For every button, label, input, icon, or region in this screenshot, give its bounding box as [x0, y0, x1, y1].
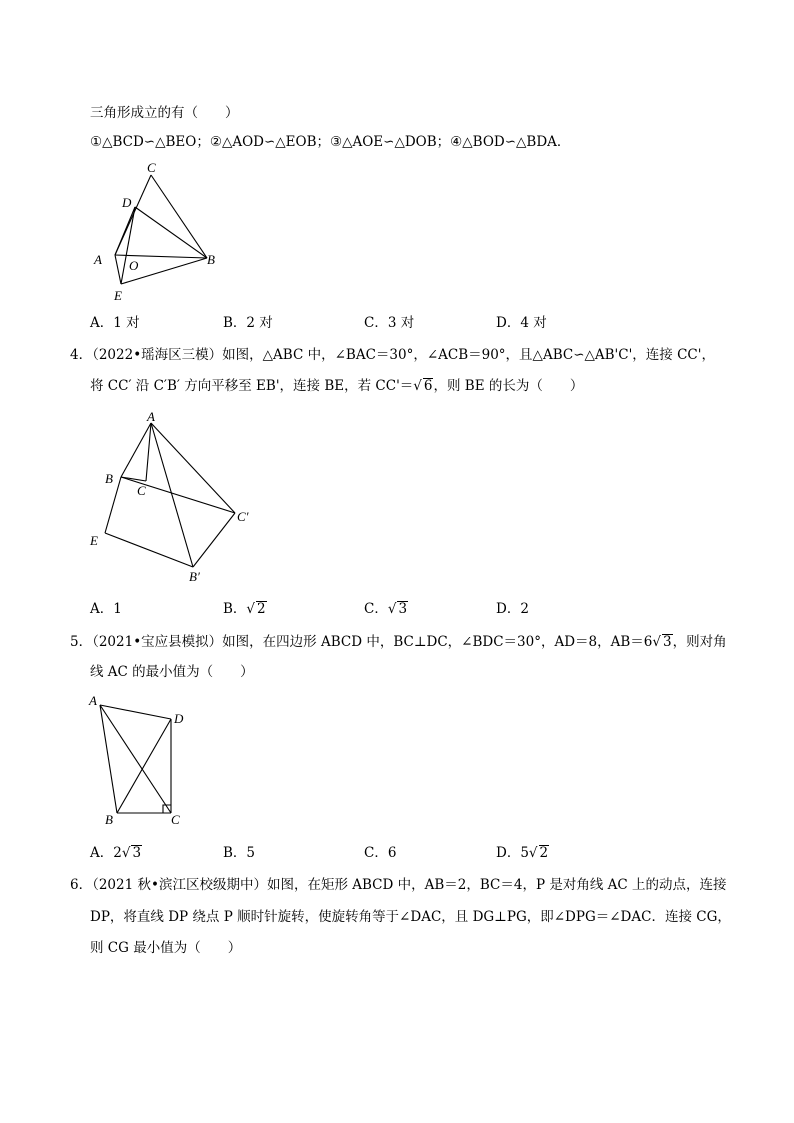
q3-option-b[interactable]: B．2 对 — [223, 315, 273, 331]
q5-option-a[interactable]: A．2√ 3 — [90, 845, 142, 861]
q4-options — [90, 600, 690, 618]
q5-figure — [85, 690, 205, 830]
q4-label-c: C — [137, 483, 146, 498]
q3-label-o: O — [129, 258, 139, 273]
q4-option-c[interactable]: C．√ 3 — [364, 601, 408, 617]
q5-label-a: A — [89, 693, 97, 708]
q3-label-a: A — [94, 252, 102, 267]
q3-label-b: B — [207, 252, 215, 267]
q6-stem-line2: DP，将直线 DP 绕点 P 顺时针旋转，使旋转角等于∠DAC，且 DG⊥PG，即∠DPG＝∠DAC．连接 CG， — [90, 909, 731, 925]
q3-figure — [85, 158, 235, 308]
q4-sqrt-sign: √ — [413, 378, 422, 394]
q4-label-e: E — [90, 533, 98, 548]
q5-stem-line2: 线 AC 的最小值为（ ） — [90, 664, 254, 680]
q6-stem-line1: 6．（2021 秋•滨江区校级期中）如图，在矩形 ABCD 中，AB＝2，BC＝4，P 是对角线 AC 上的动点，连接 — [70, 877, 727, 893]
q5-option-b[interactable]: B．5 — [223, 845, 256, 861]
q3-label-d: D — [122, 195, 132, 210]
q4-sqrt-radicand: 6 — [423, 378, 433, 394]
q4-option-a[interactable]: A．1 — [90, 601, 122, 617]
q3-option-a[interactable]: A．1 对 — [90, 315, 140, 331]
q4-figure — [85, 405, 275, 590]
q5-options — [90, 844, 690, 862]
q4-label-b: B — [105, 471, 113, 486]
q3-options — [90, 314, 690, 332]
q4-label-c-prime: C′ — [237, 509, 249, 524]
q5-label-b: B — [105, 812, 113, 827]
q4-stem-line2 — [90, 377, 583, 395]
q4-label-b-prime: B′ — [189, 569, 200, 584]
q4-option-d[interactable]: D．2 — [496, 601, 529, 617]
q5-option-d[interactable]: D．5√ 2 — [496, 845, 549, 861]
q4-stem-line2-prefix: 将 CC′ 沿 C′B′ 方向平移至 EB'，连接 BE，若 CC'＝ — [90, 378, 414, 394]
q4-stem-line2-suffix: ，则 BE 的长为（ ） — [433, 378, 584, 394]
q3-option-d[interactable]: D．4 对 — [496, 315, 547, 331]
q5-label-d: D — [174, 711, 184, 726]
q4-stem-line1: 4．（2022•瑶海区三模）如图，△ABC 中，∠BAC＝30°，∠ACB＝90°，且△ABC∽△AB'C'，连接 CC'， — [70, 347, 715, 363]
q3-label-c: C — [147, 160, 156, 175]
q4-option-b[interactable]: B．√ 2 — [223, 601, 266, 617]
q5-option-c[interactable]: C．6 — [364, 845, 397, 861]
q5-label-c: C — [171, 812, 180, 827]
q3-stem-line1: 三角形成立的有（ ） — [90, 105, 239, 121]
q3-statements: ①△BCD∽△BEO；②△AOD∽△EOB；③△AOE∽△DOB；④△BOD∽△BDA． — [90, 134, 571, 150]
q3-option-c[interactable]: C．3 对 — [364, 315, 415, 331]
q3-label-e: E — [114, 288, 122, 303]
q6-stem-line3: 则 CG 最小值为（ ） — [90, 940, 242, 956]
q4-label-a: A — [147, 409, 155, 424]
q5-stem-line1: 5．（2021•宝应县模拟）如图，在四边形 ABCD 中，BC⊥DC，∠BDC＝30°，AD＝8，AB＝6√ 3，则对角 — [70, 634, 727, 650]
